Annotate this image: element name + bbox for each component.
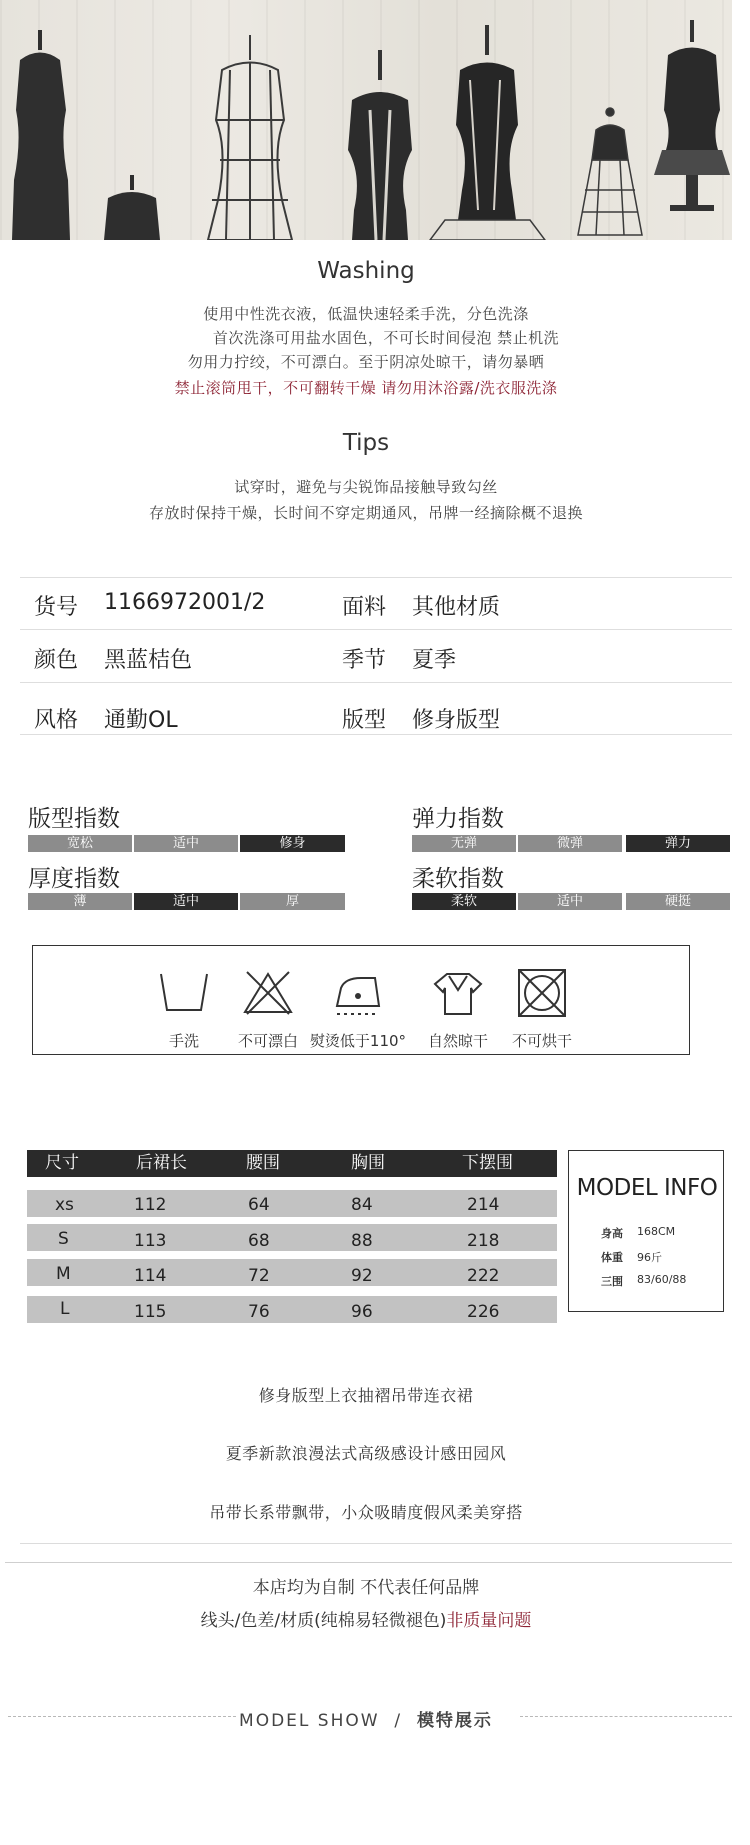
brand-notice: 本店均为自制 不代表任何品牌: [252, 1578, 480, 1598]
model-info-title: MODEL INFO: [576, 1175, 718, 1201]
tips-line: 存放时保持干燥，长时间不穿定期通风，吊牌一经摘除概不退换: [148, 504, 583, 522]
fit-value: 修身版型: [412, 708, 501, 733]
no-tumble-dry-icon: [515, 966, 569, 1020]
size-header-cell: 下摆围: [462, 1153, 513, 1173]
size-cell: xs: [55, 1195, 74, 1215]
size-cell: M: [56, 1264, 71, 1284]
line-dry-label: 自然晾干: [427, 1032, 488, 1050]
description-line: 修身版型上衣抽褶吊带连衣裙: [258, 1386, 474, 1405]
model-weight-label: 体重: [601, 1251, 623, 1264]
fabric-value: 其他材质: [412, 595, 501, 620]
fit-label: 版型: [342, 708, 387, 733]
fit-index-option-selected: 修身: [240, 835, 345, 852]
size-cell: 76: [248, 1302, 270, 1322]
size-cell: 96: [351, 1302, 373, 1322]
size-cell: L: [60, 1299, 70, 1319]
size-cell: 88: [351, 1231, 373, 1251]
model-weight-value: 96斤: [637, 1251, 662, 1264]
spec-divider: [20, 734, 732, 735]
tips-title: Tips: [342, 430, 390, 456]
color-value: 黑蓝桔色: [104, 648, 193, 673]
fit-index-option: 宽松: [28, 835, 132, 852]
size-cell: 115: [134, 1302, 167, 1322]
tips-line: 试穿时，避免与尖锐饰品接触导致勾丝: [234, 478, 498, 496]
size-cell: 218: [467, 1231, 500, 1251]
model-height-label: 身高: [601, 1227, 623, 1240]
section-divider: [5, 1562, 732, 1563]
size-header-cell: 胸围: [351, 1153, 385, 1173]
size-cell: 114: [134, 1266, 167, 1286]
size-header-cell: 尺寸: [45, 1153, 79, 1173]
washing-line: 使用中性洗衣液，低温快速轻柔手洗，分色洗涤: [203, 305, 529, 323]
size-cell: 113: [134, 1231, 167, 1251]
hand-wash-icon: [157, 966, 211, 1020]
dress-forms-illustration: [0, 0, 732, 240]
thickness-index-option: 厚: [240, 893, 345, 910]
iron-low-temp-icon: [331, 966, 385, 1020]
thickness-index-option: 薄: [28, 893, 132, 910]
fabric-label: 面料: [342, 595, 387, 620]
softness-index-title: 柔软指数: [412, 866, 504, 892]
model-show-title: [0, 1706, 732, 1731]
size-cell: 84: [351, 1195, 373, 1215]
item-no-label: 货号: [34, 595, 79, 620]
softness-index-option: 适中: [518, 893, 622, 910]
description-line: 吊带长系带飘带，小众吸睛度假风柔美穿搭: [209, 1503, 523, 1522]
spec-divider: [20, 577, 732, 578]
size-cell: 222: [467, 1266, 500, 1286]
care-symbols-panel: [32, 945, 690, 1055]
elastic-index-option: 微弹: [518, 835, 622, 852]
model-info-panel: [568, 1150, 724, 1312]
washing-line: 首次洗涤可用盐水固色，不可长时间侵泡 禁止机洗: [212, 329, 560, 347]
size-cell: 92: [351, 1266, 373, 1286]
thickness-index-option-selected: 适中: [134, 893, 238, 910]
size-cell: 226: [467, 1302, 500, 1322]
item-no-value: 1166972001/2: [104, 590, 266, 615]
banner-image: [0, 0, 732, 240]
line-dry-icon: [431, 966, 485, 1020]
size-cell: S: [58, 1229, 69, 1249]
section-divider: [20, 1543, 732, 1544]
model-show-heading: [0, 1702, 750, 1732]
quality-notice: [0, 1606, 732, 1631]
elastic-index-option-selected: 弹力: [626, 835, 730, 852]
fit-index-title: 版型指数: [28, 806, 120, 832]
iron-label: 熨烫低于110°: [309, 1032, 407, 1050]
elastic-index-title: 弹力指数: [412, 806, 504, 832]
size-cell: 72: [248, 1266, 270, 1286]
season-label: 季节: [342, 648, 387, 673]
spec-divider: [20, 682, 732, 683]
hand-wash-label: 手洗: [168, 1032, 199, 1050]
softness-index-option-selected: 柔软: [412, 893, 516, 910]
size-cell: 64: [248, 1195, 270, 1215]
size-cell: 68: [248, 1231, 270, 1251]
spec-divider: [20, 629, 732, 630]
model-show-en: MODEL SHOW: [239, 1711, 380, 1731]
size-header-cell: 腰围: [246, 1153, 280, 1173]
no-bleach-icon: [241, 966, 295, 1020]
model-measurements-label: 三围: [601, 1275, 623, 1288]
no-bleach-label: 不可漂白: [237, 1032, 298, 1050]
style-value: 通勤OL: [104, 708, 178, 733]
size-cell: 112: [134, 1195, 167, 1215]
thickness-index-title: 厚度指数: [28, 866, 120, 892]
model-show-cn: 模特展示: [416, 1711, 493, 1731]
model-measurements-value: 83/60/88: [637, 1273, 687, 1286]
washing-warning: 禁止滚筒甩干，不可翻转干燥 请勿用沐浴露/洗衣服洗涤: [174, 379, 558, 397]
no-tumble-dry-label: 不可烘干: [511, 1032, 572, 1050]
washing-title: Washing: [317, 258, 415, 284]
quality-notice-highlight: 非质量问题: [446, 1611, 532, 1631]
fit-index-option: 适中: [134, 835, 238, 852]
quality-notice-prefix: 线头/色差/材质(纯棉易轻微褪色): [200, 1611, 447, 1631]
model-show-sep: /: [394, 1711, 403, 1731]
color-label: 颜色: [34, 648, 79, 673]
description-line: 夏季新款浪漫法式高级感设计感田园风: [225, 1444, 507, 1463]
size-cell: 214: [467, 1195, 500, 1215]
style-label: 风格: [34, 708, 79, 733]
size-header-cell: 后裙长: [136, 1153, 187, 1173]
elastic-index-option: 无弹: [412, 835, 516, 852]
washing-line: 勿用力拧绞，不可漂白。至于阴凉处晾干，请勿暴晒: [187, 353, 545, 371]
model-height-value: 168CM: [637, 1225, 676, 1238]
softness-index-option: 硬挺: [626, 893, 730, 910]
season-value: 夏季: [412, 648, 457, 673]
